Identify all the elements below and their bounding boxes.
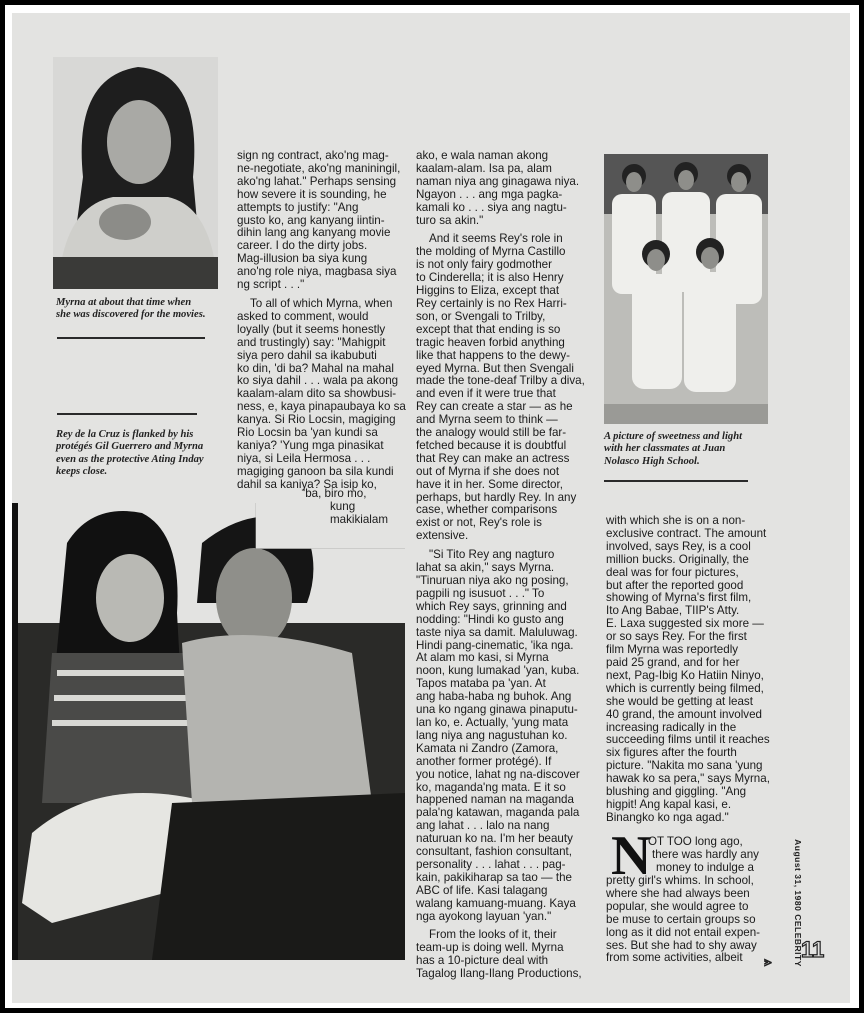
text-line: kaalam-alam. Isa pa, alam — [416, 161, 552, 175]
caption-classmates — [604, 431, 742, 468]
text-line: has a 10-picture deal with — [416, 954, 549, 968]
text-line: "Si Tito Rey ang nagturo — [429, 548, 555, 562]
text-line: million bucks. Originally, the — [606, 552, 749, 566]
text-line: tragic heaven forbid anything — [416, 335, 565, 349]
paragraph — [416, 150, 585, 227]
text-line: kung — [330, 499, 356, 513]
caption-line: she was discovered for the movies. — [56, 309, 206, 321]
text-line: ako'ng lahat." Perhaps sensing — [237, 174, 397, 188]
text-line: and even if it were true that — [416, 387, 556, 401]
text-line: deal was for four pictures, — [606, 565, 739, 579]
text-line: hawak ko sa pera," says Myrna, — [606, 772, 770, 786]
issue-dateline: August 31, 1980 CELEBRITY — [792, 839, 803, 967]
text-line: involved, says Rey, is a cool — [606, 539, 751, 553]
text-line: which is currently being filmed, — [606, 681, 764, 695]
text-line: another former protégé). If — [416, 754, 552, 768]
text-line: siya pero dahil sa ikabubuti — [237, 348, 377, 362]
text-line: ne-negotiate, ako'ng maniningil, — [237, 161, 401, 175]
divider-rule — [57, 413, 197, 415]
photo-young-myrna — [53, 57, 218, 289]
text-line: naman niya ang ginagawa niya. — [416, 174, 580, 188]
text-line: film Myrna was reportedly — [606, 643, 739, 657]
paragraph — [237, 150, 406, 292]
text-line: ko siya dahil . . . wala pa akong — [237, 374, 399, 388]
text-line: una ko ngang ginawa pinaputu- — [416, 703, 578, 717]
text-line: taste niya sa damit. Maluluwag. — [416, 625, 578, 639]
caption-line: with her classmates at Juan — [604, 443, 726, 455]
text-line: ko, maganda'ng mata. E it so — [416, 780, 566, 794]
text-line: popular, she would agree to — [606, 899, 749, 913]
text-line: E. Laxa suggested six more — — [606, 617, 764, 631]
text-line: team-up is doing well. Myrna — [416, 941, 564, 955]
text-line: OT TOO long ago, — [648, 835, 743, 848]
text-line: happened naman na maganda — [416, 793, 574, 807]
caption-line: Rey de la Cruz is flanked by his — [56, 429, 194, 440]
text-line: Higgins to Eliza, except that — [416, 284, 560, 298]
text-line: pretty girl's whims. In school, — [606, 874, 754, 887]
text-line: kain, pakikiharap sa tao — the — [416, 870, 572, 884]
caption-line: Myrna at about that time when — [56, 297, 192, 308]
text-line: showing of Myrna's first film, — [606, 591, 752, 605]
paragraph — [416, 929, 585, 981]
paragraph — [416, 549, 585, 923]
text-line: asked to comment, would — [237, 309, 369, 323]
photo-classmates — [604, 154, 768, 424]
page-number: 11 — [801, 937, 825, 962]
text-line: case, whether comparisons — [416, 503, 558, 517]
divider-rule — [57, 337, 205, 339]
text-line: have it in her. Some director, — [416, 477, 563, 491]
text-line: next, Pag-Ibig Ko Hatiin Ninyo, — [606, 668, 764, 682]
text-line: exclusive contract. The amount — [606, 526, 767, 540]
paragraph — [416, 233, 585, 543]
text-line: which Rey says, grinning and — [416, 599, 567, 613]
text-line: At alam mo kasi, si Myrna — [416, 651, 549, 665]
text-line: higpit! Ang kapal kasi, e. — [606, 797, 732, 811]
text-line: with which she is on a non- — [606, 514, 746, 527]
text-line: And it seems Rey's role in — [429, 232, 563, 246]
text-line: ness, e, kaya pinapaubaya ko sa — [237, 400, 406, 414]
text-line: the molding of Myrna Castillo — [416, 245, 566, 259]
text-line: kanya. Si Rio Locsin, magiging — [237, 413, 396, 427]
text-line: out of Myrna if she does not — [416, 464, 560, 478]
text-line: Binangko ko nga agad." — [606, 810, 729, 824]
text-line: 'ba, biro mo, — [303, 487, 367, 500]
text-line: perhaps, but hardly Rey. In any — [416, 490, 577, 504]
text-line: To all of which Myrna, when — [250, 296, 393, 310]
text-line: like that happens to the dewy- — [416, 348, 571, 362]
text-line: except that that ending is so — [416, 322, 561, 336]
text-line: ko din, 'di ba? Mahal na mahal — [237, 361, 394, 375]
magazine-page — [12, 13, 850, 1003]
text-line: lan ko, e. Actually, 'yung mata — [416, 715, 569, 729]
text-line: kaalam-alam dito sa showbusi- — [237, 387, 397, 401]
caption-line: protégés Gil Guerrero and Myrna — [56, 441, 204, 453]
text-line: blushing and giggling. "Ang — [606, 785, 747, 799]
text-line: eyed Myrna. But then Svengali — [416, 361, 574, 375]
text-line: from some activities, albeit — [606, 951, 743, 965]
text-line: Kamata ni Zandro (Zamora, — [416, 741, 559, 755]
paragraph — [606, 515, 770, 825]
caption-young-myrna — [56, 297, 205, 322]
text-line: lahat sa akin," says Myrna. — [416, 561, 555, 575]
text-line: ako, e wala naman akong — [416, 149, 549, 162]
continued-arrow-icon: ⪢ — [764, 953, 772, 969]
text-line: turo sa akin." — [416, 213, 484, 227]
text-line: personality . . . lahat . . . pag- — [416, 857, 566, 871]
text-line: Rio Locsin ba 'yan kundi sa — [237, 426, 378, 440]
article-column-4 — [606, 515, 770, 831]
paragraph — [237, 298, 406, 492]
text-line: ABC of life. Kasi talagang — [416, 883, 548, 897]
text-line: noon, kung lumakad 'yan, kuba. — [416, 664, 580, 678]
text-line: career. I do the dirty jobs. — [237, 239, 368, 253]
text-line: exist or not, Rey's role is — [416, 516, 542, 530]
caption-line: Nolasco High School. — [604, 455, 700, 467]
text-line: "Tinuruan niya ako ng posing, — [416, 574, 569, 587]
text-line: ang lahat . . . lalo na nang — [416, 819, 550, 833]
text-line: consultant, fashion consultant, — [416, 845, 572, 859]
article-column-2 — [237, 150, 406, 498]
text-line: gusto ko, ang kanyang iintin- — [237, 213, 385, 227]
text-line: succeeding films until it reaches — [606, 733, 770, 747]
text-line: and Myrna seem to think — — [416, 413, 558, 427]
text-line: long as it did not entail expen- — [606, 925, 761, 939]
drop-cap: N — [611, 825, 652, 887]
photo-rey-myrna — [12, 499, 405, 960]
text-line: ano'ng role niya, magbasa siya — [237, 265, 397, 279]
text-line: Hindi pang-cinematic, 'ika nga. — [416, 638, 574, 652]
text-line: pagpili ng isusuot . . ." To — [416, 586, 545, 600]
text-line: money to indulge a — [656, 860, 754, 874]
drop-cap-lines — [648, 836, 759, 875]
text-line: sign ng contract, ako'ng mag- — [237, 149, 389, 162]
caption-line: A picture of sweetness and light — [604, 431, 743, 442]
text-line: be muse to certain groups so — [606, 912, 756, 926]
caption-line: keeps close. — [56, 466, 108, 478]
text-line: where she had always been — [606, 886, 750, 900]
text-line: how severe it is sounding, he — [237, 187, 387, 201]
text-line: to Cinderella; it is also Henry — [416, 271, 564, 285]
text-line: nga ayokong layuan 'yan." — [416, 909, 552, 923]
text-line: Tagalog Ilang-Ilang Productions, — [416, 967, 582, 981]
article-column-2-wrap — [237, 488, 388, 527]
text-line: paid 25 grand, and for her — [606, 655, 740, 669]
text-line: ses. But she had to shy away — [606, 938, 757, 952]
text-line: that Rey can make an actress — [416, 451, 570, 465]
text-line: Ngayon . . . ang mga pagka- — [416, 187, 563, 201]
text-line: ng script . . ." — [237, 278, 305, 292]
article-column-3 — [416, 150, 585, 987]
text-line: you notice, lahat ng na-discover — [416, 767, 580, 781]
text-line: fetched because it is doubtful — [416, 438, 567, 452]
text-line: or so says Rey. For the first — [606, 630, 747, 644]
text-line: Tapos mataba pa 'yan. At — [416, 677, 546, 691]
text-line: nodding: "Hindi ko gusto ang — [416, 612, 564, 626]
text-line: magiging ganoon ba sila kundi — [237, 464, 394, 478]
text-line: extensive. — [416, 529, 469, 543]
text-line: she would be getting at least — [606, 694, 753, 708]
text-line: the analogy would still be far- — [416, 426, 567, 440]
caption-rey-group — [56, 429, 204, 479]
divider-rule — [604, 480, 748, 482]
text-line: picture. "Nakita mo sana 'yung — [606, 759, 763, 773]
text-line: From the looks of it, their — [429, 928, 557, 942]
text-line: and trustingly) say: "Mahigpit — [237, 335, 386, 349]
text-line: but after the reported good — [606, 578, 744, 592]
text-line: increasing radically in the — [606, 720, 737, 734]
text-line: naturuan ko na. I'm her beauty — [416, 832, 573, 846]
text-line: Mag-illusion ba siya kung — [237, 252, 368, 266]
text-line: niya, si Leila Hermosa . . . — [237, 451, 371, 465]
text-line: attempts to justify: "Ang — [237, 200, 359, 214]
text-line: makikialam — [330, 512, 388, 526]
text-line: loyally (but it seems honestly — [237, 322, 386, 336]
text-line: ang haba-haba ng buhok. Ang — [416, 690, 572, 704]
text-line: made the tone-deaf Trilby a diva, — [416, 374, 585, 388]
text-line: six figures after the fourth — [606, 746, 737, 760]
text-line: dahil sa kaniya? Sa isip ko, — [237, 477, 377, 491]
caption-line: even as the protective Ating Inday — [56, 453, 204, 465]
article-column-4-continued — [606, 875, 760, 965]
text-line: pala'ng katawan, maganda pala — [416, 806, 580, 820]
text-line: son, or Svengali to Trilby, — [416, 309, 546, 323]
text-line: Rey certainly is no Rex Harri- — [416, 296, 567, 310]
text-line: 40 grand, the amount involved — [606, 707, 762, 721]
text-line: kaniya? 'Yung mga pinasikat — [237, 438, 384, 452]
text-line: walang kamuang-muang. Kaya — [416, 896, 576, 910]
text-line: there was hardly any — [652, 847, 759, 861]
text-line: lang niya ang nagustuhan ko. — [416, 728, 568, 742]
text-line: kamali ko . . . siya ang nagtu- — [416, 200, 567, 214]
text-line: Ito Ang Babae, TIIP's Atty. — [606, 604, 740, 618]
text-line: Rey can create a star — as he — [416, 400, 573, 414]
text-line: is not only fairy godmother — [416, 258, 552, 272]
text-line: dihin lang ang kanyang movie — [237, 226, 391, 240]
